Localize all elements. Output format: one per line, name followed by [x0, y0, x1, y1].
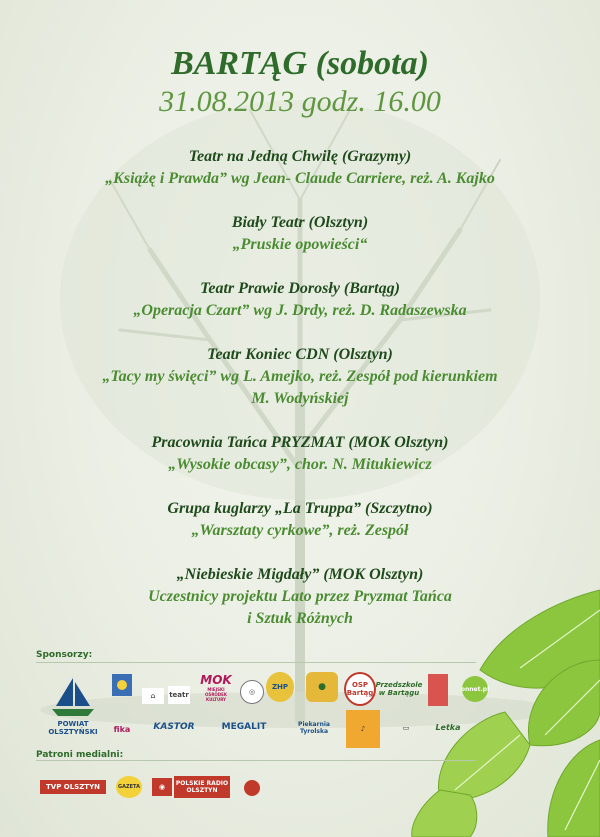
- mok-logo: [198, 670, 234, 704]
- teatr-logo: teatr: [168, 686, 190, 704]
- letka-logo: Letka: [435, 722, 461, 732]
- performance: „Wysokie obcasy”, chor. N. Mitukiewicz: [168, 456, 432, 473]
- media-patrons-label: Patroni medialni:: [36, 750, 124, 760]
- performance: „Pruskie opowieści“: [232, 236, 368, 253]
- radio-city: OLSZTYN: [186, 787, 218, 794]
- przedszkole-logo: Przedszkole w Bartągu: [375, 681, 423, 697]
- polskie-radio-olsztyn-logo: [174, 776, 230, 798]
- radio-name: POLSKIE RADIO: [175, 780, 229, 787]
- fika-logo: fika: [113, 724, 131, 734]
- piekarnia-logo: Piekarnia Tyrolska: [298, 721, 330, 735]
- powiat-name: POWIAT OLSZTYŃSKI: [48, 720, 98, 736]
- performance: „Książę i Prawda” wg Jean- Claude Carriere, reż. A. Kajko: [105, 170, 495, 187]
- event-title: BARTĄG (sobota): [171, 45, 429, 82]
- zhp-logo: ZHP: [266, 672, 294, 702]
- sponsors-label: Sponsorzy:: [36, 650, 93, 660]
- red-circle-logo: [244, 780, 260, 796]
- divider: [36, 760, 476, 761]
- onnet-logo: onnet.pl: [462, 676, 488, 702]
- performer: Grupa kuglarzy „La Truppa” (Szczytno): [167, 500, 433, 517]
- tvp-olsztyn-logo: TVP OLSZTYN: [40, 780, 106, 794]
- music-logo: ♪: [346, 710, 380, 748]
- divider: [36, 662, 476, 663]
- performer: Teatr Prawie Dorosły (Bartąg): [200, 280, 400, 297]
- building-logo: ⌂: [142, 688, 164, 704]
- mok-name: MOK: [200, 672, 232, 687]
- performer: Biały Teatr (Olsztyn): [231, 214, 369, 231]
- performance: „Warsztaty cyrkowe”, reż. Zespół: [191, 522, 409, 539]
- small-logo: ▭: [402, 724, 410, 732]
- event-datetime: 31.08.2013 godz. 16.00: [159, 85, 441, 118]
- kastor-logo: KASTOR: [153, 722, 195, 732]
- sun-icon: [115, 678, 129, 692]
- books-logo: [428, 674, 448, 706]
- mok-subtitle: MIEJSKI OŚRODEK KULTURY: [205, 686, 227, 702]
- performance: Uczestnicy projektu Lato przez Pryzmat Tańca: [148, 588, 452, 605]
- performer: Teatr Koniec CDN (Olsztyn): [207, 346, 393, 363]
- osp-logo: OSP Bartąg: [344, 672, 376, 706]
- performance: „Tacy my święci” wg L. Amejko, reż. Zespół pod kierunkiem: [102, 368, 498, 385]
- performance-continued: M. Wodyńskiej: [251, 390, 349, 407]
- boat-icon: [48, 676, 98, 720]
- round-seal-logo: ◎: [240, 680, 264, 704]
- nut-logo: ●: [306, 672, 338, 702]
- performer: Teatr na Jedną Chwilę (Grazymy): [188, 148, 412, 165]
- powiat-olsztynski-logo: [42, 672, 104, 740]
- performance: „Operacja Czart” wg J. Drdy, reż. D. Radaszewska: [133, 302, 467, 319]
- performance-continued: i Sztuk Różnych: [247, 610, 353, 627]
- performer: Pracownia Tańca PRYZMAT (MOK Olsztyn): [151, 434, 449, 451]
- radio-icon: ◉: [152, 778, 172, 796]
- megalit-logo: MEGALIT: [221, 722, 267, 732]
- gazeta-logo: GAZETA: [116, 776, 142, 798]
- sun-emblem-logo: [112, 674, 132, 696]
- performer: „Niebieskie Migdały” (MOK Olsztyn): [176, 566, 424, 583]
